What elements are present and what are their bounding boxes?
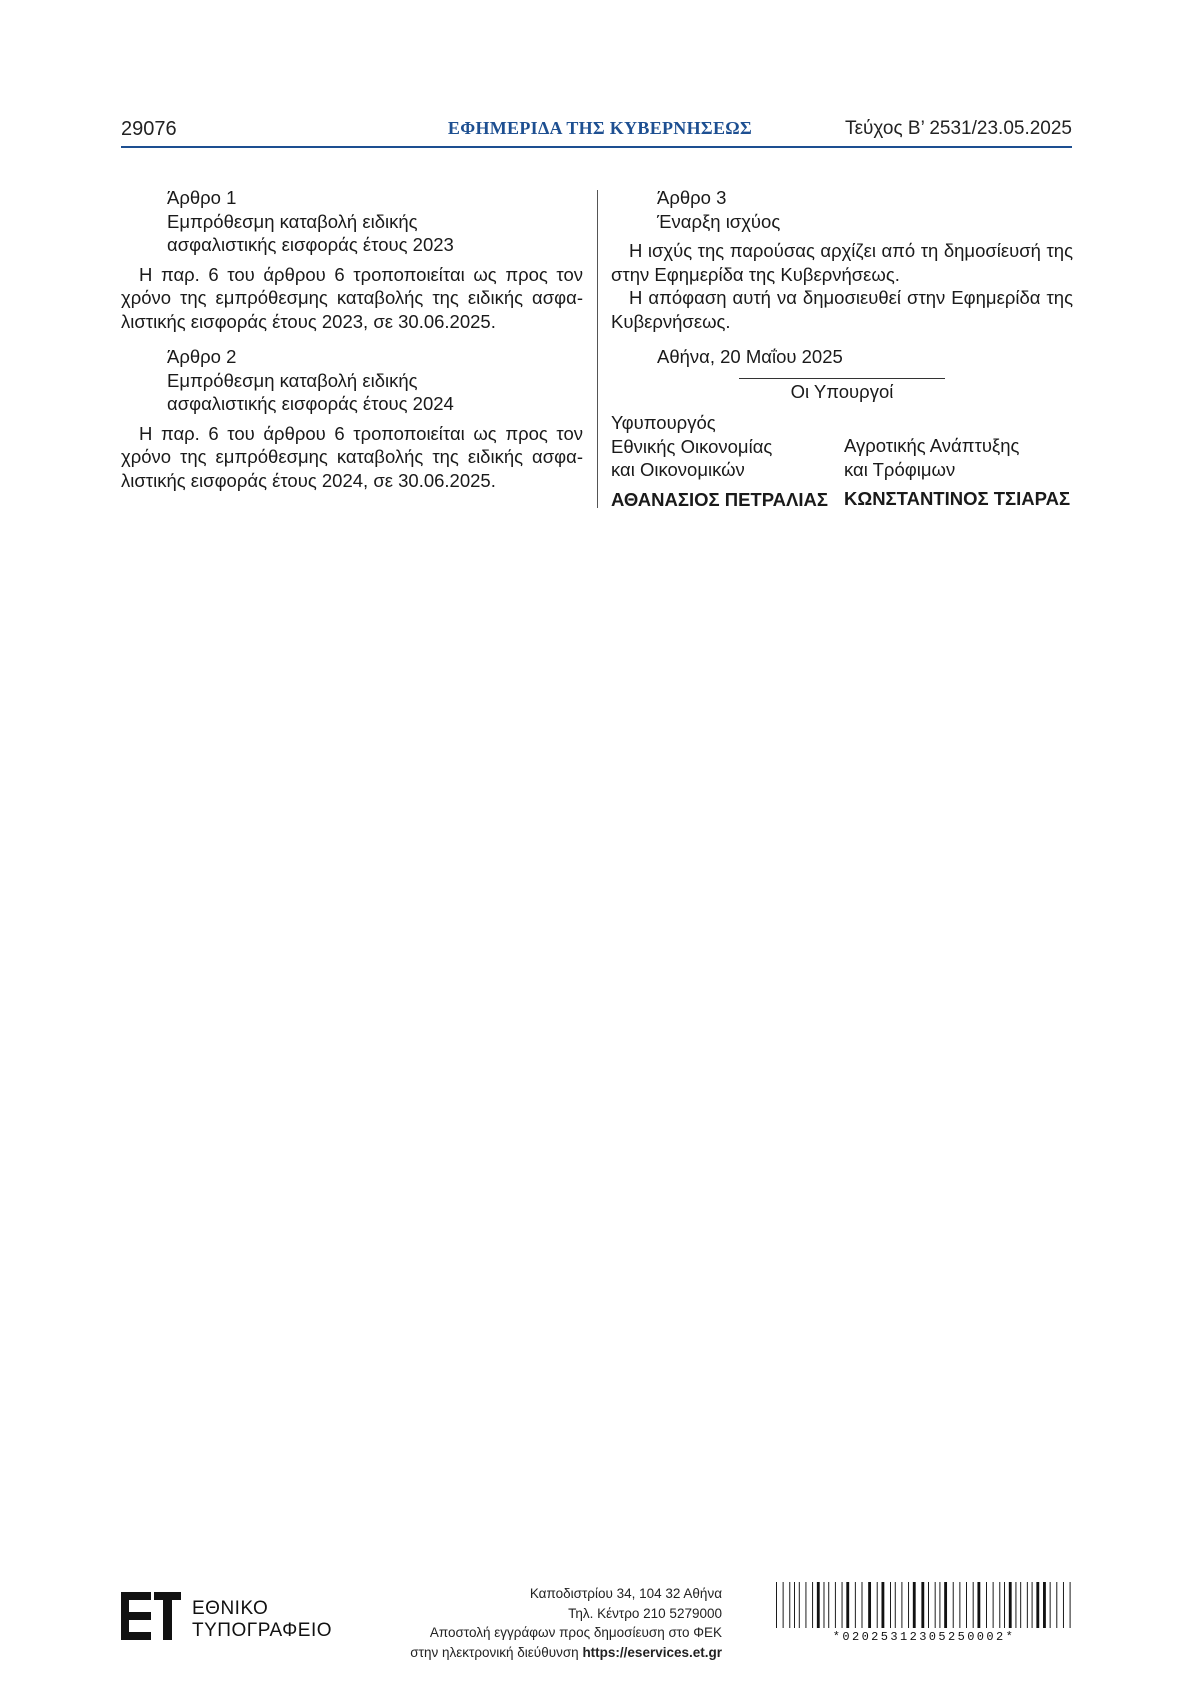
barcode-bar <box>913 1582 916 1628</box>
barcode <box>776 1582 1072 1628</box>
barcode-bar <box>835 1582 836 1628</box>
barcode-bar <box>928 1582 929 1628</box>
barcode-bar <box>862 1582 863 1628</box>
barcode-bar <box>1015 1582 1016 1628</box>
article-1-body-line: Η παρ. 6 του άρθρου 6 τροποποιείται ως προς τον <box>139 263 583 285</box>
article-2-title <box>121 369 583 416</box>
signatory-2-name: ΚΩΝΣΤΑΝΤΙΝΟΣ ΤΣΙΑΡΑΣ <box>844 488 1071 509</box>
publication-clause <box>611 286 1073 333</box>
signatory-1 <box>611 411 831 511</box>
barcode-bar <box>986 1582 987 1628</box>
barcode-bar <box>993 1582 994 1628</box>
article-1-title <box>121 210 583 257</box>
barcode-bar <box>939 1582 940 1628</box>
barcode-bar <box>908 1582 909 1628</box>
header-rule <box>121 146 1072 148</box>
article-2-body-line: λιστικής εισφοράς έτους 2024, σε 30.06.2025. <box>121 469 496 491</box>
barcode-bar <box>953 1582 954 1628</box>
logo-text-line: ΤΥΠΟΓΡΑΦΕΙΟ <box>192 1620 333 1641</box>
article-1-body-line: χρόνο της εμπρόθεσμης καταβολής της ειδικής ασφα- <box>121 287 583 308</box>
gazette-title: ΕΦΗΜΕΡΙΔΑ ΤΗΣ ΚΥΒΕΡΝΗΣΕΩΣ <box>447 118 753 138</box>
barcode-bar <box>877 1582 878 1628</box>
barcode-bar <box>1027 1582 1028 1628</box>
barcode-bar <box>966 1582 967 1628</box>
barcode-bar <box>1020 1582 1021 1628</box>
signatory-1-title-line: Εθνικής Οικονομίας <box>611 435 773 457</box>
barcode-bar <box>1070 1582 1071 1628</box>
barcode-bar <box>1004 1582 1005 1628</box>
article-2-body-line: χρόνο της εμπρόθεσμης καταβολής της ειδικής ασφα- <box>121 446 583 467</box>
contact-block <box>360 1584 722 1662</box>
barcode-bar <box>1043 1582 1046 1628</box>
barcode-bar <box>1063 1582 1064 1628</box>
barcode-bar <box>805 1582 806 1628</box>
electronic-prefix: στην ηλεκτρονική διεύθυνση <box>410 1644 579 1660</box>
barcode-bar <box>935 1582 936 1628</box>
article-1-body-line: λιστικής εισφοράς έτους 2023, σε 30.06.2025. <box>121 310 496 332</box>
signatory-2 <box>844 434 1084 511</box>
phone: Τηλ. Κέντρο 210 5279000 <box>568 1605 722 1621</box>
barcode-bar <box>817 1582 820 1628</box>
right-column <box>611 186 1073 511</box>
electronic-address-line <box>360 1643 722 1663</box>
barcode-bar <box>959 1582 960 1628</box>
article-2-title-line: ασφαλιστικής εισφοράς έτους 2024 <box>167 393 454 414</box>
article-1-title-line: ασφαλιστικής εισφοράς έτους 2023 <box>167 234 454 255</box>
address: Καποδιστρίου 34, 104 32 Αθήνα <box>529 1586 722 1601</box>
barcode-bar <box>901 1582 902 1628</box>
signatory-1-title-line: και Οικονομικών <box>611 459 745 480</box>
article-3-title-line: Έναρξη ισχύος <box>657 210 781 232</box>
barcode-bar <box>921 1582 924 1628</box>
barcode-bar <box>890 1582 891 1628</box>
barcode-bar <box>881 1582 884 1628</box>
barcode-bar <box>868 1582 871 1628</box>
barcode-bar <box>842 1582 843 1628</box>
barcode-text: *02025312305250002* <box>832 1630 1016 1644</box>
barcode-bar <box>783 1582 784 1628</box>
issue-reference: Τεύχος Β’ 2531/23.05.2025 <box>845 118 1072 139</box>
national-printing-office-logo <box>121 1592 181 1640</box>
article-2-title-line: Εμπρόθεσμη καταβολή ειδικής <box>167 369 418 391</box>
barcode-bar <box>1032 1582 1033 1628</box>
article-3-number: Άρθρο 3 <box>657 187 727 208</box>
article-1-title-line: Εμπρόθεσμη καταβολή ειδικής <box>167 210 418 232</box>
barcode-bar <box>824 1582 825 1628</box>
column-divider <box>597 190 598 508</box>
article-3-body-line: στην Εφημερίδα της Κυβερνήσεως. <box>611 263 900 285</box>
website-link[interactable]: https://eservices.et.gr <box>582 1644 722 1660</box>
left-column <box>121 186 583 492</box>
barcode-bar <box>944 1582 947 1628</box>
barcode-bar <box>846 1582 849 1628</box>
barcode-bar <box>999 1582 1000 1628</box>
article-2-body <box>121 422 583 493</box>
signatory-2-title-line: και Τρόφιμων <box>844 458 956 480</box>
article-3-title <box>611 210 1073 234</box>
article-3-body-line: Η ισχύς της παρούσας αρχίζει από τη δημοσίευσή της <box>629 240 1073 261</box>
barcode-bar <box>1050 1582 1051 1628</box>
article-2-body-line: Η παρ. 6 του άρθρου 6 τροποποιείται ως προς τον <box>139 422 583 444</box>
logo-text-line: ΕΘΝΙΚΟ <box>192 1598 269 1619</box>
barcode-bar <box>1056 1582 1057 1628</box>
barcode-bar <box>977 1582 980 1628</box>
barcode-bar <box>776 1582 777 1628</box>
signatory-2-title-line: Αγροτικής Ανάπτυξης <box>844 435 1020 456</box>
publication-line: Κυβερνήσεως. <box>611 310 731 332</box>
signatory-1-title-line: Υφυπουργός <box>611 412 716 433</box>
page-number: 29076 <box>121 118 177 140</box>
article-2-number: Άρθρο 2 <box>167 346 237 367</box>
barcode-bar <box>895 1582 896 1628</box>
barcode-bar <box>828 1582 829 1628</box>
article-1-number: Άρθρο 1 <box>167 187 237 208</box>
signatures <box>611 411 1073 511</box>
publication-line: Η απόφαση αυτή να δημοσιευθεί στην Εφημερίδα της <box>629 287 1073 308</box>
barcode-bar <box>789 1582 790 1628</box>
barcode-bar <box>1009 1582 1012 1628</box>
submission-line: Αποστολή εγγράφων προς δημοσίευση στο ΦΕΚ <box>429 1625 722 1640</box>
barcode-bar <box>973 1582 974 1628</box>
signatory-1-name: ΑΘΑΝΑΣΙΟΣ ΠΕΤΡΑΛΙΑΣ <box>611 488 828 510</box>
barcode-bar <box>855 1582 856 1628</box>
barcode-bar <box>799 1582 800 1628</box>
barcode-bar <box>812 1582 813 1628</box>
article-1-body <box>121 263 583 334</box>
article-3-body <box>611 239 1073 286</box>
barcode-bar <box>794 1582 795 1628</box>
place-date: Αθήνα, 20 Μαΐου 2025 <box>657 346 843 367</box>
barcode-bar <box>1036 1582 1039 1628</box>
ministers-heading: Οι Υπουργοί <box>739 378 945 404</box>
logo-text <box>192 1598 332 1642</box>
